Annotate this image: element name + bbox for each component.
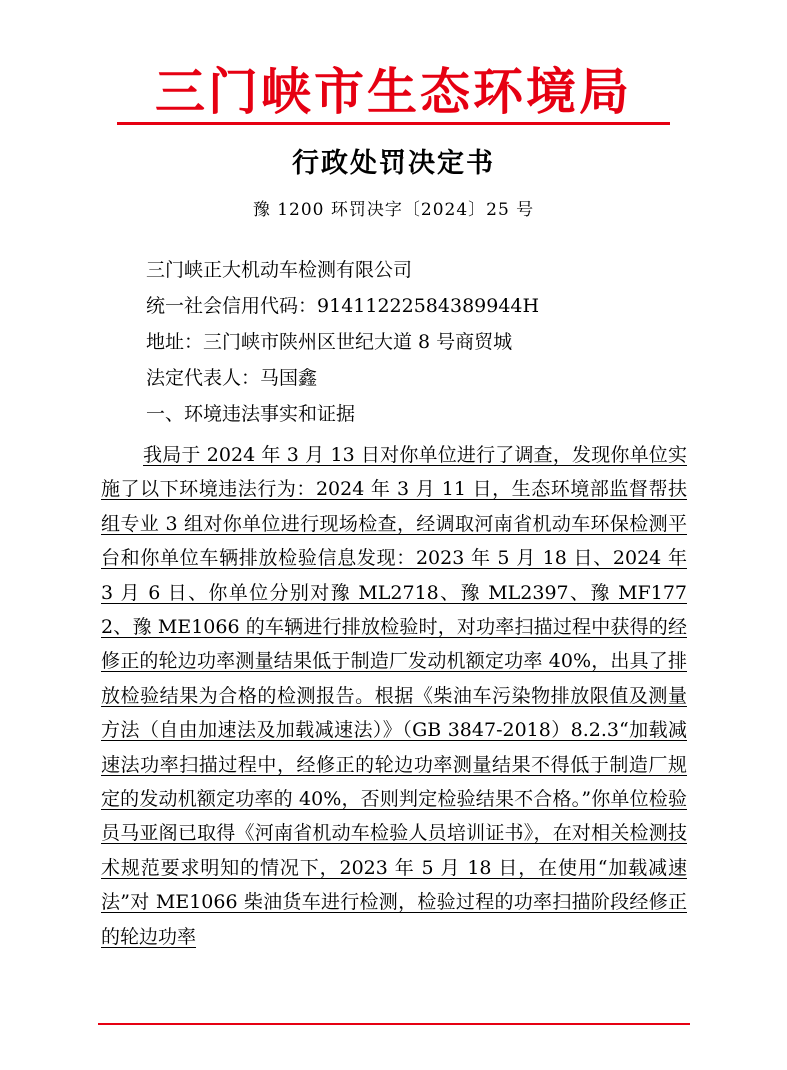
agency-title: 三门峡市生态环境局 xyxy=(155,62,632,121)
red-divider-top xyxy=(117,122,670,125)
document-number: 豫 1200 环罚决字〔2024〕25 号 xyxy=(252,200,535,220)
party-name-value: 三门峡正大机动车检测有限公司 xyxy=(146,259,413,281)
violation-paragraph-text: 我局于 2024 年 3 月 13 日对你单位进行了调查，发现你单位实施了以下环境违法行为：2024 年 3 月 11 日，生态环境部监督帮扶组专业 3 组对你单位进行现场检查，经调取河南省机动车环保检测平台和你单位车辆排放检验信息发现：2023 年 5 月 18 日、2024 年 3 月 6 日、你单位分别对豫 ML2718、豫 ML2397、豫 MF1772、豫 ME1066 的车辆进行排放检验时，对功率扫描过程中获得的经修正的轮边功率测量结果低于制造厂发动机额定功率 40%，出具了排放检验结果为合格的检测报告。根据《柴油车污染物排放限值及测量方法（自由加速法及加载减速法）》（GB 3847-2018）8.2.3“加载减速法功率扫描过程中，经修正的轮边功率测量结果不得低于制造厂规定的发动机额定功率的 40%，否则判定检验结果不合格。”你单位检验员马亚阁已取得《河南省机动车检验人员培训证书》，在对相关检测技术规范要求明知的情况下，2023 年 5 月 18 日，在使用“加载减速法”对 ME1066 柴油货车进行检测，检验过程的功率扫描阶段经修正的轮边功率 xyxy=(101,444,687,948)
legal-rep-value: 马国鑫 xyxy=(260,367,318,389)
legal-rep-line xyxy=(146,360,706,396)
legal-rep-label: 法定代表人： xyxy=(146,367,261,389)
party-info xyxy=(146,252,706,432)
address-value: 三门峡市陕州区世纪大道 8 号商贸城 xyxy=(203,331,513,353)
credit-code-label: 统一社会信用代码： xyxy=(146,295,318,317)
party-name xyxy=(146,252,706,288)
address-label: 地址： xyxy=(146,331,204,353)
red-divider-bottom xyxy=(98,1023,690,1025)
violation-paragraph xyxy=(101,438,687,954)
credit-code-value: 91411222584389944H xyxy=(317,295,540,317)
document-title: 行政处罚决定书 xyxy=(292,148,495,179)
address-line xyxy=(146,324,706,360)
credit-code-line xyxy=(146,288,706,324)
section-heading: 一、环境违法事实和证据 xyxy=(146,403,356,425)
